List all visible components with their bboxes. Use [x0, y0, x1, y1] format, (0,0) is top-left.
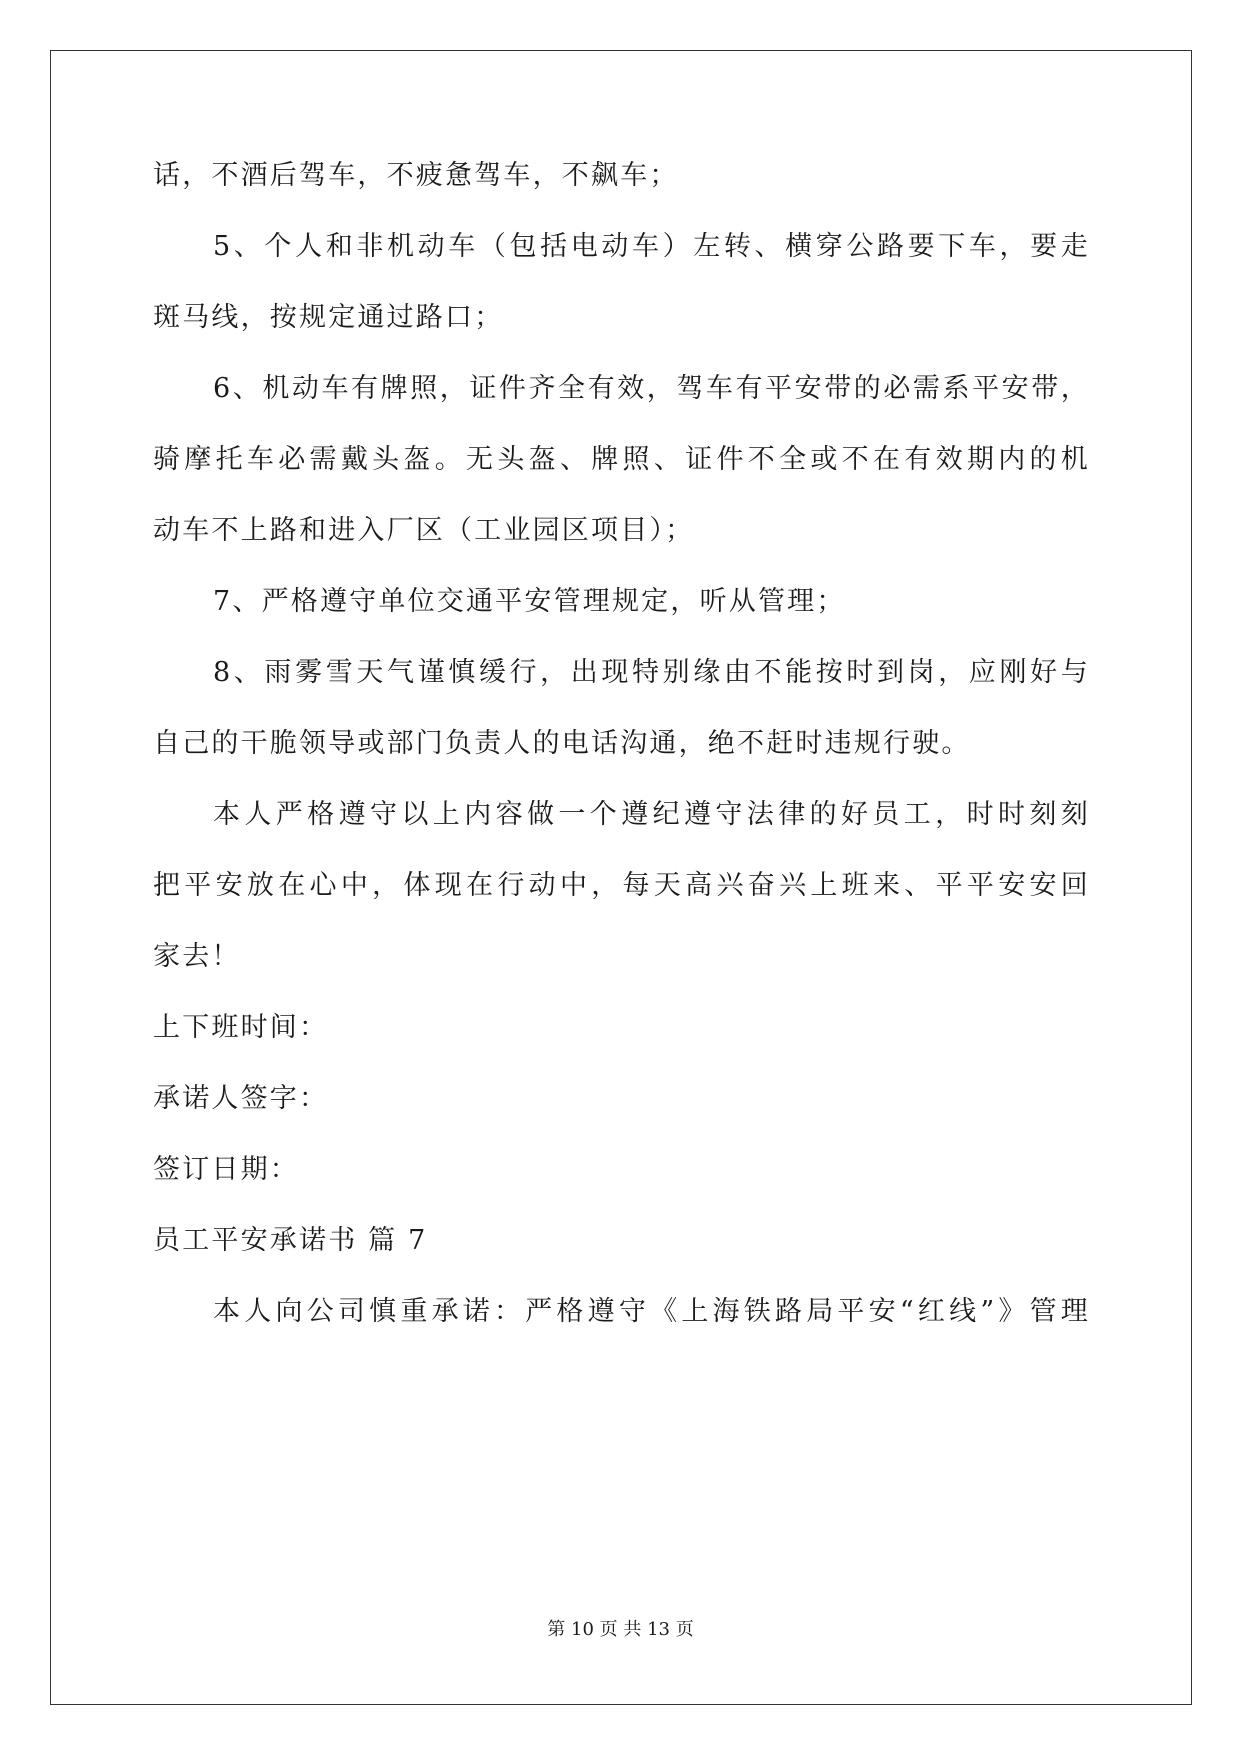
- section-heading: 员工平安承诺书 篇 7: [153, 1225, 428, 1256]
- text-line-item-6c: 动车不上路和进入厂区（工业园区项目）；: [153, 515, 695, 546]
- text-line-item-5a: 5、个人和非机动车（包括电动车）左转、横穿公路要下车，要走: [213, 231, 1090, 262]
- field-commute-time: 上下班时间：: [153, 1012, 329, 1043]
- text-line-item-7: 7、严格遵守单位交通平安管理规定，听从管理；: [213, 586, 846, 617]
- text-line-item-5b: 斑马线，按规定通过路口；: [153, 302, 504, 333]
- text-line-item-8b: 自己的干脆领导或部门负责人的电话沟通，绝不赶时违规行驶。: [153, 728, 971, 759]
- text-line-1: 话，不酒后驾车，不疲惫驾车，不飙车；: [153, 160, 679, 191]
- text-line-item-6b: 骑摩托车必需戴头盔。无头盔、牌照、证件不全或不在有效期内的机: [153, 444, 1090, 475]
- text-line-section-7: 本人向公司慎重承诺：严格遵守《上海铁路局平安“红线”》管理: [213, 1296, 1090, 1327]
- field-sign-date: 签订日期：: [153, 1154, 299, 1185]
- text-line-pledge-a: 本人严格遵守以上内容做一个遵纪遵守法律的好员工，时时刻刻: [213, 799, 1090, 830]
- text-line-pledge-c: 家去！: [153, 941, 241, 972]
- text-line-pledge-b: 把平安放在心中，体现在行动中，每天高兴奋兴上班来、平平安安回: [153, 870, 1090, 901]
- text-line-item-8a: 8、雨雾雪天气谨慎缓行，出现特别缘由不能按时到岗，应刚好与: [213, 657, 1090, 688]
- page-number-footer: 第 10 页 共 13 页: [547, 1619, 694, 1640]
- field-signature: 承诺人签字：: [153, 1083, 329, 1114]
- text-line-item-6a: 6、机动车有牌照，证件齐全有效，驾车有平安带的必需系平安带，: [213, 373, 1090, 404]
